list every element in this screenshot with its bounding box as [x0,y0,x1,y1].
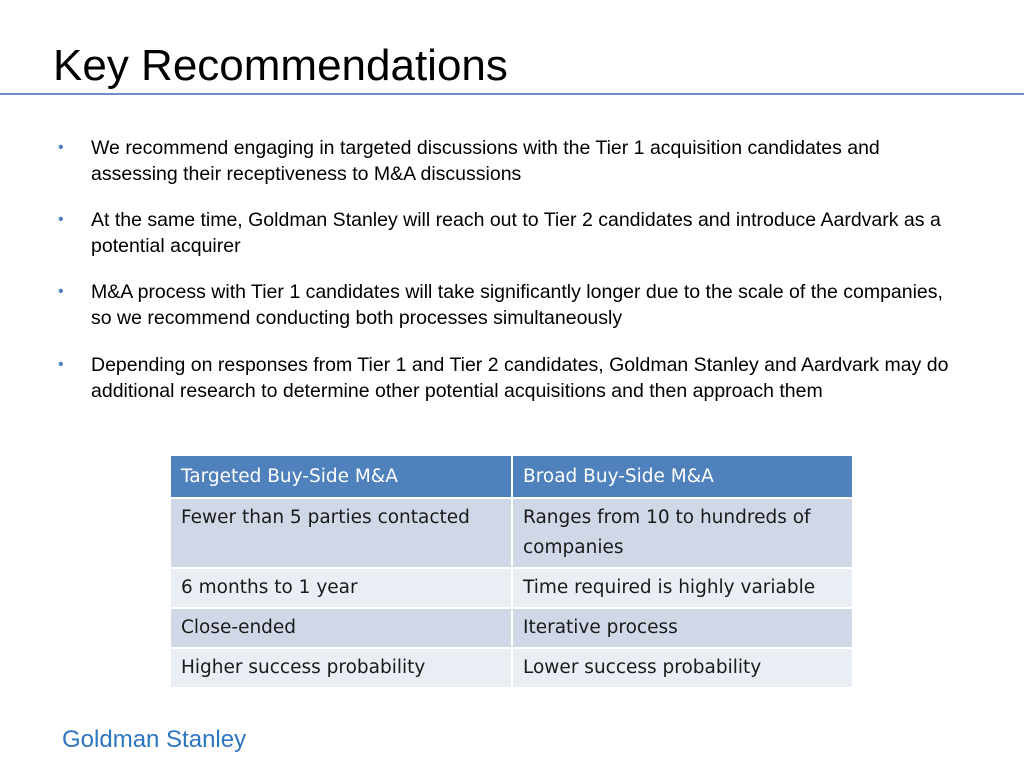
bullet-icon: • [58,356,64,373]
table-cell: Close-ended [171,608,512,648]
bullet-text: Depending on responses from Tier 1 and Tier 2 candidates, Goldman Stanley and Aardvark may do additional research to determine other potential acquisitions and then approach them [91,354,949,402]
table-row [171,498,853,568]
bullet-icon: • [58,211,64,228]
table-header-cell: Broad Buy-Side M&A [512,456,853,498]
table-cell: Lower success probability [512,648,853,688]
title-divider [0,93,1024,95]
table-header-cell: Targeted Buy-Side M&A [171,456,512,498]
footer-brand: Goldman Stanley [62,726,247,753]
bullet-item [50,279,950,331]
comparison-table-container [171,456,854,689]
bullet-item [50,352,950,404]
bullet-text: We recommend engaging in targeted discussions with the Tier 1 acquisition candidates and assessing their receptiveness to M&A discussions [91,137,880,185]
table-row [171,648,853,688]
table-row [171,568,853,608]
bullet-text: M&A process with Tier 1 candidates will take significantly longer due to the scale of the companies, so we recommend conducting both processes simultaneously [91,281,943,329]
table-cell: Ranges from 10 to hundreds of companies [512,498,853,568]
bullet-item [50,207,950,259]
slide-title: Key Recommendations [53,41,508,90]
bullet-list [50,135,950,424]
bullet-icon: • [58,139,64,156]
bullet-text: At the same time, Goldman Stanley will reach out to Tier 2 candidates and introduce Aardvark as a potential acquirer [91,209,941,257]
table-cell: Higher success probability [171,648,512,688]
bullet-icon: • [58,283,64,300]
table-cell: Fewer than 5 parties contacted [171,498,512,568]
table-row [171,608,853,648]
bullet-item [50,135,950,187]
table-cell: Iterative process [512,608,853,648]
comparison-table [171,456,854,689]
table-header-row [171,456,853,498]
table-cell: 6 months to 1 year [171,568,512,608]
table-cell: Time required is highly variable [512,568,853,608]
